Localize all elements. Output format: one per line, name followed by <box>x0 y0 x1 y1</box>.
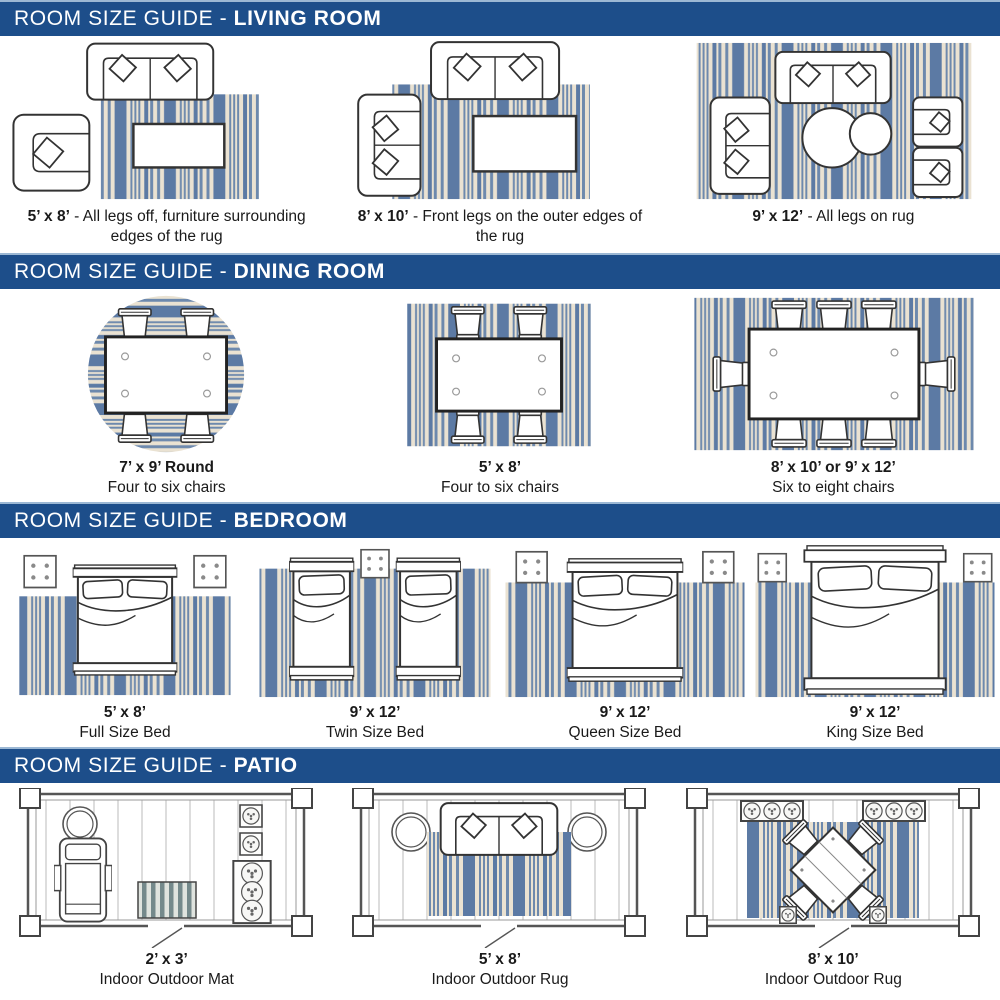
header-room-name: LIVING ROOM <box>233 7 382 30</box>
patio-5x8-diagram <box>333 786 666 948</box>
dining-item-7x9-round <box>0 289 333 502</box>
section-header-living-room <box>0 0 1000 36</box>
planter-box-icon <box>741 801 803 821</box>
living-room-diagrams <box>0 36 1000 253</box>
sofa-icon <box>775 52 890 103</box>
caption-desc: Twin Size Bed <box>325 723 425 741</box>
header-room-name: PATIO <box>233 754 298 777</box>
bed-icon <box>567 559 684 681</box>
dining-table-icon <box>749 329 919 419</box>
nightstand-icon <box>703 552 734 583</box>
caption-desc: King Size Bed <box>826 723 924 741</box>
dining-chair-icon <box>515 410 547 444</box>
dining-table-icon <box>437 339 562 411</box>
caption-desc: - All legs on rug <box>803 208 915 225</box>
caption-desc: Four to six chairs <box>440 478 559 496</box>
nightstand-icon <box>964 554 992 582</box>
nightstand-icon <box>758 554 786 582</box>
living-room-5x8-diagram <box>0 39 333 205</box>
header-prefix: ROOM SIZE GUIDE - <box>14 509 234 532</box>
planter-box-icon <box>863 801 925 821</box>
nightstand-icon <box>516 552 547 583</box>
living-room-8x10-diagram <box>333 39 666 205</box>
caption-desc: Full Size Bed <box>79 723 171 741</box>
caption-desc: Six to eight chairs <box>772 478 895 496</box>
caption <box>79 703 170 743</box>
section-patio <box>0 747 1000 996</box>
bedroom-queen-diagram <box>500 541 750 701</box>
armchair-icon <box>14 115 90 191</box>
dining-chair-icon <box>919 357 954 391</box>
caption <box>99 950 233 990</box>
header-room-name: BEDROOM <box>233 509 348 532</box>
dining-item-5x8 <box>333 289 666 502</box>
caption <box>441 458 559 498</box>
section-header-patio <box>0 747 1000 783</box>
header-prefix: ROOM SIZE GUIDE - <box>14 260 234 283</box>
caption <box>765 950 902 990</box>
sofa-icon <box>432 42 560 99</box>
caption-desc: - Front legs on the outer edges of the rug <box>408 208 643 245</box>
caption <box>326 703 424 743</box>
armchair-icon <box>913 97 962 146</box>
caption-size: 9’ x 12’ <box>599 704 651 721</box>
living-room-item-9x12 <box>667 36 1000 253</box>
twin-bed-icon <box>396 558 461 680</box>
caption-size: 5’ x 8’ <box>27 208 70 225</box>
caption-size: 9’ x 12’ <box>752 208 804 225</box>
sofa-icon <box>87 44 213 100</box>
caption <box>826 703 923 743</box>
header-prefix: ROOM SIZE GUIDE - <box>14 7 234 30</box>
caption <box>569 703 682 743</box>
caption <box>355 207 645 247</box>
loveseat-icon <box>359 95 421 196</box>
caption-desc: - All legs off, furniture surrounding edges of the rug <box>69 208 306 245</box>
caption <box>752 207 914 227</box>
dining-chair-icon <box>713 357 748 391</box>
caption-size: 8’ x 10’ <box>357 208 409 225</box>
caption-desc: Indoor Outdoor Rug <box>764 970 902 988</box>
bedroom-twin-diagram <box>250 541 500 701</box>
bedroom-king-diagram <box>750 541 1000 701</box>
caption-size: 8’ x 10’ or 9’ x 12’ <box>770 459 896 476</box>
caption-desc: Indoor Outdoor Mat <box>99 970 234 988</box>
section-header-bedroom <box>0 502 1000 538</box>
patio-diagrams <box>0 783 1000 996</box>
bedroom-item-twin <box>250 538 500 747</box>
bedroom-full-diagram <box>0 541 250 701</box>
sofa-icon <box>441 803 558 855</box>
dining-8x10-diagram <box>667 292 1000 456</box>
round-table-icon <box>568 813 606 851</box>
dining-chair-icon <box>515 307 547 341</box>
caption-size: 9’ x 12’ <box>849 704 901 721</box>
coffee-table-icon <box>134 124 225 167</box>
nightstand-icon <box>24 556 56 588</box>
patio-8x10-diagram <box>667 786 1000 948</box>
planter-icon <box>240 833 262 855</box>
patio-2x3-diagram <box>0 786 333 948</box>
coffee-table-icon <box>474 116 577 171</box>
caption-desc: Four to six chairs <box>107 478 226 496</box>
bed-icon <box>73 565 178 675</box>
dining-table-icon <box>106 337 227 413</box>
caption-size: 7’ x 9’ Round <box>119 459 215 476</box>
loveseat-icon <box>710 98 769 194</box>
living-room-item-5x8 <box>0 36 333 253</box>
planter-icon <box>870 907 887 924</box>
dining-item-8x10-9x12 <box>667 289 1000 502</box>
caption-size: 5’ x 8’ <box>478 459 522 476</box>
patio-item-8x10 <box>667 783 1000 996</box>
nightstand-icon <box>361 550 389 578</box>
caption <box>22 207 312 247</box>
section-bedroom <box>0 502 1000 747</box>
bedroom-diagrams <box>0 538 1000 747</box>
round-table-icon <box>63 807 97 841</box>
twin-bed-icon <box>289 558 354 680</box>
dining-room-diagrams <box>0 289 1000 502</box>
caption-size: 2’ x 3’ <box>145 951 188 968</box>
section-dining-room <box>0 253 1000 502</box>
caption-size: 8’ x 10’ <box>807 951 859 968</box>
leader-line <box>152 928 182 948</box>
living-room-9x12-diagram <box>667 39 1000 205</box>
planter-icon <box>780 907 797 924</box>
section-living-room <box>0 0 1000 253</box>
header-prefix: ROOM SIZE GUIDE - <box>14 754 234 777</box>
outdoor-mat <box>138 882 196 918</box>
bedroom-item-full <box>0 538 250 747</box>
bed-icon <box>804 546 945 694</box>
caption-desc: Indoor Outdoor Rug <box>431 970 569 988</box>
header-room-name: DINING ROOM <box>233 260 385 283</box>
leader-line <box>819 928 849 948</box>
caption-size: 5’ x 8’ <box>103 704 147 721</box>
bedroom-item-queen <box>500 538 750 747</box>
caption-size: 9’ x 12’ <box>349 704 401 721</box>
round-table-icon <box>850 113 892 155</box>
dining-7x9-round-diagram <box>0 292 333 456</box>
round-table-icon <box>392 813 430 851</box>
nightstand-icon <box>194 556 226 588</box>
planter-box-icon <box>233 861 270 923</box>
dining-chair-icon <box>452 307 484 341</box>
dining-chair-icon <box>452 410 484 444</box>
living-room-item-8x10 <box>333 36 666 253</box>
patio-item-2x3 <box>0 783 333 996</box>
caption-desc: Queen Size Bed <box>568 723 682 741</box>
armchair-icon <box>913 148 962 197</box>
dining-5x8-diagram <box>333 292 666 456</box>
caption-size: 5’ x 8’ <box>478 951 522 968</box>
caption <box>108 458 226 498</box>
section-header-dining-room <box>0 253 1000 289</box>
planter-icon <box>240 805 262 827</box>
caption <box>431 950 568 990</box>
caption <box>771 458 896 498</box>
leader-line <box>485 928 515 948</box>
patio-item-5x8 <box>333 783 666 996</box>
lounge-chair-icon <box>54 838 112 921</box>
bedroom-item-king <box>750 538 1000 747</box>
